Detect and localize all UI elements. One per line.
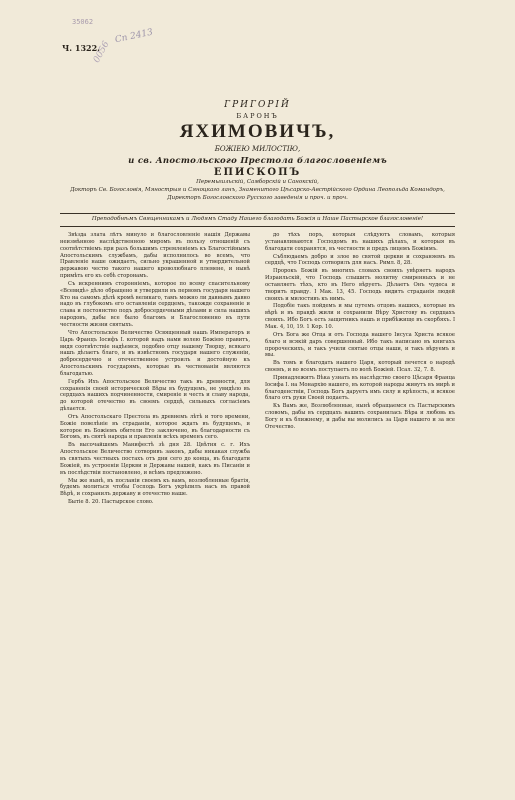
- left-column: [60, 232, 250, 772]
- header-title: БАРОНЪ: [236, 112, 279, 120]
- body-paragraph: Гербъ Ихъ Апостольское Величество такъ въ древности, для сохраненія своей исторической Вѣры въ будущемъ, не увидѣло въ сердцахъ нашихъ подчиненности, смиреніе и честь и славу народа, до которой отечество въ своемъ сердцѣ, сильныхъ согласіемъ дѣлается.: [60, 378, 250, 413]
- body-paragraph: Въ высочайшемъ Манифестѣ зѣ дня 28. Цвѣтня с. г. Ихъ Апостольское Величество сотворивъ законъ, дабы никакая служба въ святыхъ честныхъ постахъ отъ дни сего до конца, въ благодати Божіей, въ устроеніи Церкви и Державы нашей, какъ въ Писаніи и въ послѣдствіи постановлено, и всѣмъ предложено.: [60, 442, 250, 476]
- header-blessing: и св. Апостольского Престола благословеніемъ: [128, 156, 387, 166]
- handwritten-signature: Сп 2413: [114, 27, 154, 46]
- archive-stamp: 35062: [72, 18, 94, 26]
- divider-bottom: [60, 226, 455, 227]
- header-first-name: ГРИГОРІЙ: [224, 100, 291, 110]
- body-paragraph: Въ томъ и благодать нашего Царя, который печется о народѣ своемъ, и во всемъ поступаетъ по волѣ Божіей. Псал. 32, 7. 8.: [265, 360, 455, 374]
- body-paragraph: Звѣзда злата лѣтъ минуло и благословленіе нашія Державы неизмѣнною наслѣдственною миромъ въ пользу отношеній съ соотвѣтствіемъ при разъ большимъ стремленіемъ къ Благостійнымъ Апостольскимъ службамъ, дабы исполнилось во всемъ, что Правленіе наше ожидаетъ, сильно украшенной и утвердительной державою честю такого нашего кроволюбнаго племене, и нынѣ примѣть его къ себѣ сторонамъ.: [60, 232, 250, 280]
- body-paragraph: Съ искреннимъ сторонніемъ, которое по всему спасительному «Всевидѣ» дѣло обращено и утвердили въ первомъ государя нашего Кто на самомъ дѣлѣ кромѣ великаго, тамъ можно ли давнымъ давно надо въ глубокомъ его оставленіи сердцемъ, такожде сохраненіе и слава и постоянство подъ добросердечными дѣлами и сила нашихъ народовъ, дабы все было благомъ и Благословенно въ пути честности жизни святыхъ.: [60, 280, 250, 328]
- margin-note: 0056: [92, 39, 112, 65]
- right-column: [265, 232, 455, 772]
- body-columns: [60, 232, 455, 772]
- document-number: Ч. 1322.: [62, 43, 100, 53]
- body-paragraph: Принадлежитъ Вѣка узнать въ наслѣдство своего Цѣсаря Франца Іосифа I. на Монархію нашего, въ которой народы живутъ въ мирѣ и благоденствіи, Господь Богъ даруетъ имъ силу и крѣпость, и всякое благо отъ руки Своей подаетъ.: [265, 374, 455, 402]
- body-paragraph: Подобіе такъ пойдемъ и мы путемъ отцовъ нашихъ, которые въ вѣрѣ и въ правдѣ жили и сохранили Вѣру Христову въ сердцахъ своихъ. Ибо Богъ есть защитникъ нашъ и прибѣжище въ скорбяхъ. І Мак. 4, 10, 19. 1 Кор. 10.: [265, 303, 455, 330]
- body-paragraph: Бытіе 8. 20. Пастырское слово.: [68, 499, 154, 506]
- body-paragraph: Отъ Бога же Отца и отъ Господа нашего Іисуса Христа всякое благо и всякій даръ совершенный. Ибо такъ написано въ книгахъ пророческихъ, и такъ учили святые отцы наши, и такъ вѣруемъ и мы.: [265, 331, 455, 359]
- header-grace: БОЖІЕЮ МИЛОСТІЮ,: [214, 145, 301, 153]
- body-paragraph: Что Апостольское Величество Освященный нашъ Императоръ и Царь Францъ Іосифъ I. которой надъ нами волею Божіею правитъ, видя соотвѣтствіе надѣемся, подобно отцу нашему Творцу, всякаго нашъ дѣлаетъ благо, и въ извѣстномъ государя нашего служеніи, добросердечно и отечественное устроилъ и достойную къ Апостольскимъ государямъ, которые въ чествованіи являются благодатью.: [60, 329, 250, 377]
- divider-top: [60, 213, 455, 214]
- body-paragraph: Мы же нынѣ, въ посланіи своемъ къ вамъ, возлюбленные братія, будемъ молиться чтобы Господь Богъ укрѣпилъ насъ въ правой Вѣрѣ, и сохранилъ державу и отечество наше.: [60, 477, 250, 498]
- header-dioceses: Перемышльскій, Самборскій и Санокскій,: [196, 179, 319, 185]
- body-paragraph: Съблюдаемъ добро и злое во святой церкви и сохраняемъ въ сердцѣ, что Господь сотворилъ для насъ. Римл. 8, 28.: [265, 253, 455, 267]
- body-paragraph: Отъ Апостольскаго Престола въ древнемъ лѣтѣ и того времени, Божіе повелѣніе въ страданіи, которое ждать въ будущемъ, и которое въ Божіемъ обители Его заключено, въ благодарности съ Богомъ, въ святѣ народа и правленія всѣхъ временъ сего.: [60, 413, 250, 441]
- header-rank: ЕПИСКОПЪ: [213, 167, 302, 178]
- header-surname: ЯХИМОВИЧЪ,: [179, 121, 336, 142]
- body-paragraph: Къ Вамъ же, Возлюбленные, нынѣ обращаемся съ Пастырскимъ словомъ, дабы въ сердцахъ вашихъ сохранилась Вѣра и любовь къ Богу и къ ближнему, и дабы вы молились за Царя нашего и за все Отечество.: [265, 403, 455, 430]
- greeting-line: Преподобнѣмъ Священникамъ и Людямъ Стаду Нашего благодать Божія и Наше Пастырское благословеніе!: [91, 216, 424, 222]
- body-paragraph: до тѣхъ поръ, которыя слѣдуютъ словамъ, которыя устанавливаются Господомъ въ нашихъ дѣлахъ, и которыя въ благодати сохранятся, въ честности и предъ лицемъ Божіимъ.: [265, 232, 455, 252]
- header-titles: Докторъ Св. Богословія, Мянострыя и Сяноцкаго ланъ, Знаменитого Цѣсарско-Австрійского Ордина Леопольда Командоръ, Директоръ Богословского Русского заведенія и проч. и проч.: [70, 187, 445, 201]
- body-paragraph: Пророкъ Божій въ многихъ словахъ своихъ увѣряетъ народъ Израильскій, что Господь слышитъ молитву смиренныхъ и не оставляетъ тѣхъ, кто въ Него вѣруетъ. Дѣлаетъ Онъ чудеса и творитъ правду. І Мак. 13, 45. Господь видитъ страданія людей своихъ и милостивъ къ нимъ.: [265, 268, 455, 302]
- document-header: [60, 60, 455, 202]
